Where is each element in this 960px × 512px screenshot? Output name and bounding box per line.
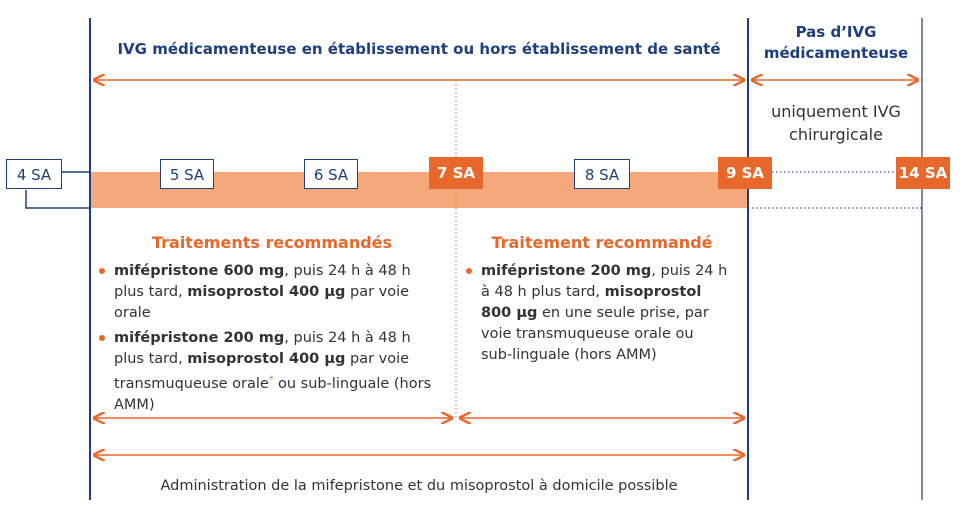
- surgical-note-line1: uniquement IVG: [771, 102, 901, 121]
- marker-4sa: 4 SA: [6, 159, 62, 189]
- no-ivg-title-line1: Pas d’IVG: [795, 23, 877, 41]
- left-treatments-title: Traitements recommandés: [151, 233, 393, 252]
- footer-text: Administration de la mifepristone et du misoprostol à domicile possible: [160, 478, 678, 494]
- no-ivg-title-line2: médicamenteuse: [763, 44, 909, 62]
- right-treatment-list: [466, 261, 728, 370]
- no-ivg-title: [752, 22, 920, 64]
- drug-dose: misoprostol 800 µg: [481, 284, 702, 321]
- drug-dose: mifépristone 600 mg: [114, 263, 285, 279]
- item-text: en une seule prise, par voie transmuqueuse orale ou sub-linguale (hors AMM): [481, 305, 709, 363]
- surgical-note: [752, 100, 920, 146]
- list-item: [99, 328, 439, 416]
- marker-9sa: 9 SA: [718, 157, 772, 189]
- drug-dose: mifépristone 200 mg: [481, 263, 652, 279]
- drug-dose: mifépristone 200 mg: [114, 330, 285, 346]
- bullet-icon: [466, 268, 472, 274]
- left-treatments-list: [99, 261, 439, 420]
- bullet-icon: [99, 268, 105, 274]
- item-text: , puis 24 h à 48 h plus tard,: [481, 263, 728, 300]
- item-text: par voie transmuqueuse orale: [114, 351, 410, 392]
- marker-6sa: 6 SA: [304, 159, 358, 189]
- bullet-icon: [99, 335, 105, 341]
- marker-7sa: 7 SA: [429, 157, 483, 189]
- surgical-note-line2: chirurgicale: [789, 125, 883, 144]
- marker-14sa: 14 SA: [896, 157, 950, 189]
- item-text: ou sub-linguale (hors AMM): [114, 375, 432, 413]
- footnote-star: *: [268, 375, 274, 385]
- drug-dose: misoprostol 400 µg: [187, 284, 346, 300]
- right-treatment-title: Traitement recommandé: [491, 233, 713, 252]
- drug-dose: misoprostol 400 µg: [187, 351, 346, 367]
- list-item: [466, 261, 728, 366]
- item-text: , puis 24 h à 48 h plus tard,: [114, 263, 411, 300]
- marker-5sa: 5 SA: [160, 159, 214, 189]
- main-title: IVG médicamenteuse en établissement ou hors établissement de santé: [117, 40, 721, 58]
- list-item: [99, 261, 439, 324]
- marker-8sa: 8 SA: [574, 159, 630, 189]
- bracket-4sa-lower: [26, 190, 90, 208]
- item-text: par voie orale: [114, 284, 410, 321]
- item-text: , puis 24 h à 48 h plus tard,: [114, 330, 411, 367]
